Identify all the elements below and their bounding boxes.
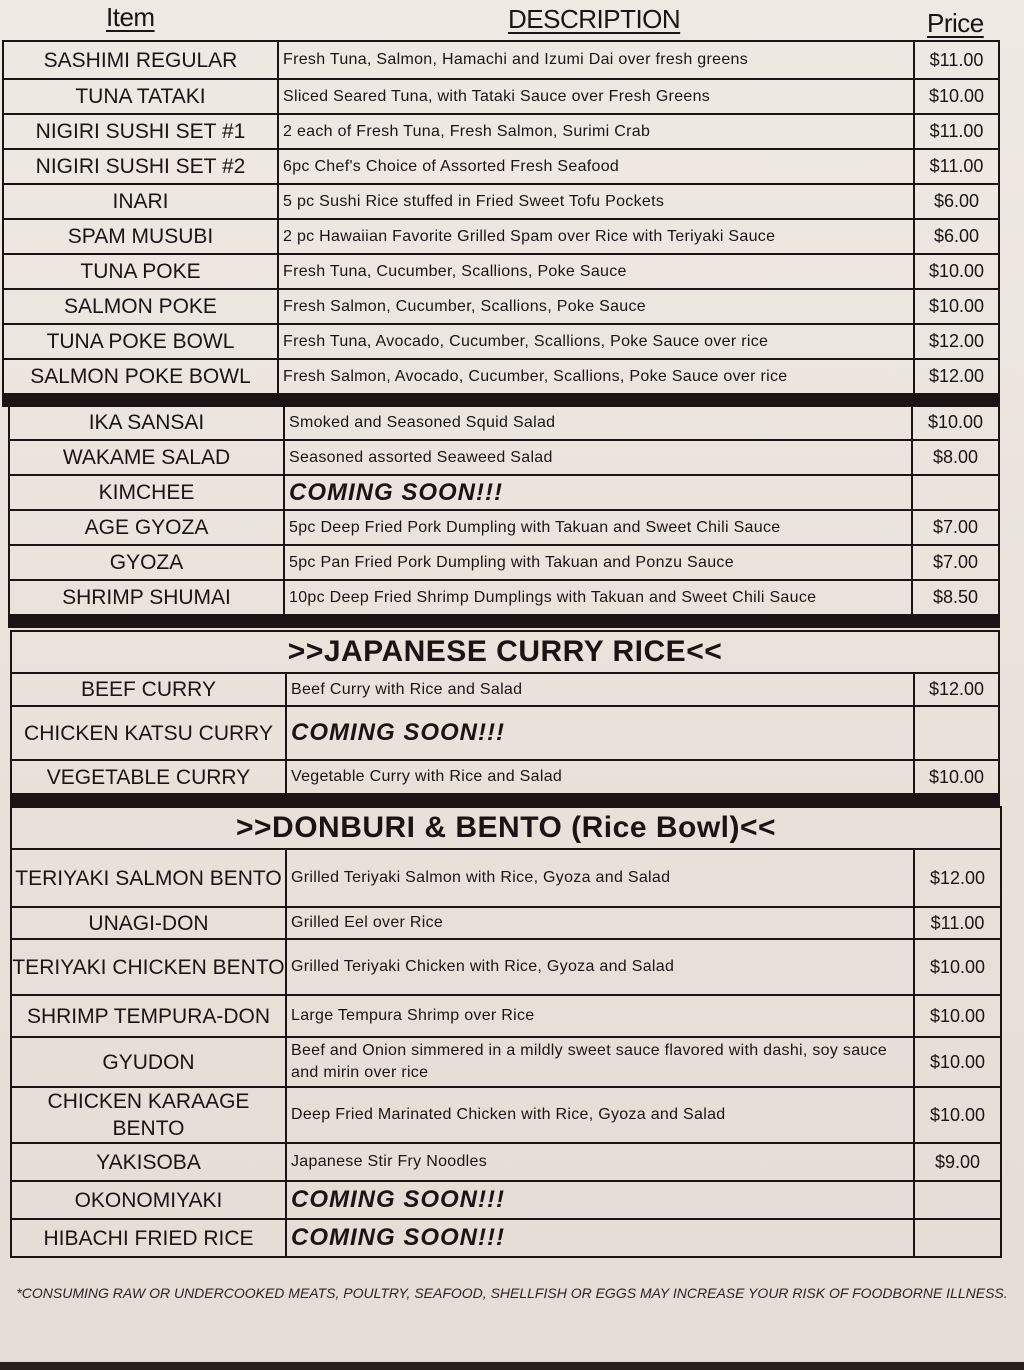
menu-item-description: COMING SOON!!!	[286, 1181, 914, 1219]
menu-item-row	[11, 706, 999, 760]
menu-item-description: Grilled Eel over Rice	[286, 907, 914, 939]
menu-item-description: COMING SOON!!!	[286, 1219, 914, 1257]
menu-item-row	[3, 289, 999, 324]
menu-item-row	[9, 440, 999, 475]
menu-table-appetizers	[8, 404, 1000, 628]
menu-item-name: SALMON POKE BOWL	[3, 359, 278, 394]
menu-item-description: 10pc Deep Fried Shrimp Dumplings with Takuan and Sweet Chili Sauce	[284, 580, 912, 615]
menu-item-name: HIBACHI FRIED RICE	[11, 1219, 286, 1257]
menu-item-price: $11.00	[914, 149, 999, 184]
menu-item-name: SHRIMP SHUMAI	[9, 580, 284, 615]
menu-item-price: $6.00	[914, 219, 999, 254]
menu-item-description: Fresh Tuna, Salmon, Hamachi and Izumi Dai over fresh greens	[278, 41, 914, 79]
menu-item-row	[11, 907, 1001, 939]
menu-item-name: NIGIRI SUSHI SET #2	[3, 149, 278, 184]
menu-item-description: 5pc Pan Fried Pork Dumpling with Takuan and Ponzu Sauce	[284, 545, 912, 580]
menu-item-row	[11, 673, 999, 706]
menu-item-name: AGE GYOZA	[9, 510, 284, 545]
menu-item-name: SALMON POKE	[3, 289, 278, 324]
menu-item-row	[9, 510, 999, 545]
menu-item-price: $12.00	[914, 849, 1001, 907]
menu-item-name: VEGETABLE CURRY	[11, 760, 286, 794]
menu-item-price: $10.00	[912, 405, 999, 440]
menu-item-price: $9.00	[914, 1143, 1001, 1181]
menu-item-row	[9, 405, 999, 440]
menu-item-description: 2 pc Hawaiian Favorite Grilled Spam over Rice with Teriyaki Sauce	[278, 219, 914, 254]
menu-item-row	[3, 114, 999, 149]
menu-item-row	[3, 79, 999, 114]
section-title: >>JAPANESE CURRY RICE<<	[11, 631, 999, 673]
menu-item-row	[11, 1143, 1001, 1181]
menu-item-price	[914, 1181, 1001, 1219]
menu-item-description: Smoked and Seasoned Squid Salad	[284, 405, 912, 440]
menu-item-price	[914, 1219, 1001, 1257]
menu-item-row	[3, 324, 999, 359]
menu-item-description: 2 each of Fresh Tuna, Fresh Salmon, Surimi Crab	[278, 114, 914, 149]
menu-item-row	[3, 184, 999, 219]
table-surface	[0, 1362, 1024, 1370]
menu-item-name: SASHIMI REGULAR	[3, 41, 278, 79]
menu-item-name: TUNA POKE BOWL	[3, 324, 278, 359]
menu-item-price: $12.00	[914, 673, 999, 706]
section-title: >>DONBURI & BENTO (Rice Bowl)<<	[11, 807, 1001, 849]
menu-item-row	[11, 1037, 1001, 1087]
menu-item-name: IKA SANSAI	[9, 405, 284, 440]
column-header-item: Item	[106, 2, 155, 32]
menu-item-price: $11.00	[914, 41, 999, 79]
section-title-row	[11, 631, 999, 673]
menu-item-name: TUNA POKE	[3, 254, 278, 289]
menu-item-name: SPAM MUSUBI	[3, 219, 278, 254]
menu-item-price: $10.00	[914, 289, 999, 324]
menu-item-row	[3, 41, 999, 79]
menu-item-price: $10.00	[914, 1037, 1001, 1087]
menu-item-description: COMING SOON!!!	[286, 706, 914, 760]
section-divider	[9, 615, 999, 627]
menu-item-row	[9, 545, 999, 580]
menu-item-name: TERIYAKI SALMON BENTO	[11, 849, 286, 907]
menu-item-name: NIGIRI SUSHI SET #1	[3, 114, 278, 149]
menu-item-name: KIMCHEE	[9, 475, 284, 510]
menu-item-row	[11, 1087, 1001, 1143]
section-title-row	[11, 807, 1001, 849]
menu-item-price: $12.00	[914, 359, 999, 394]
menu-item-name: OKONOMIYAKI	[11, 1181, 286, 1219]
menu-item-price: $6.00	[914, 184, 999, 219]
menu-table-sushi-poke	[2, 40, 1000, 407]
menu-item-description: Grilled Teriyaki Chicken with Rice, Gyoza and Salad	[286, 939, 914, 995]
menu-item-row	[11, 849, 1001, 907]
menu-item-name: CHICKEN KARAAGE BENTO	[11, 1087, 286, 1143]
menu-item-description: Fresh Tuna, Avocado, Cucumber, Scallions, Poke Sauce over rice	[278, 324, 914, 359]
column-header-price: Price	[927, 8, 984, 38]
menu-item-row	[9, 475, 999, 510]
menu-item-price: $10.00	[914, 254, 999, 289]
menu-item-row	[11, 995, 1001, 1037]
menu-table-curry	[10, 630, 1000, 807]
menu-item-price: $8.50	[912, 580, 999, 615]
menu-item-price: $7.00	[912, 545, 999, 580]
menu-item-row	[11, 939, 1001, 995]
menu-item-name: SHRIMP TEMPURA-DON	[11, 995, 286, 1037]
menu-item-description: Beef and Onion simmered in a mildly sweet sauce flavored with dashi, soy sauce and mirin over rice	[286, 1037, 914, 1087]
menu-item-name: GYOZA	[9, 545, 284, 580]
menu-item-description: 5 pc Sushi Rice stuffed in Fried Sweet Tofu Pockets	[278, 184, 914, 219]
menu-item-name: INARI	[3, 184, 278, 219]
menu-item-description: Grilled Teriyaki Salmon with Rice, Gyoza and Salad	[286, 849, 914, 907]
menu-item-name: UNAGI-DON	[11, 907, 286, 939]
menu-item-name: TUNA TATAKI	[3, 79, 278, 114]
menu-item-price: $11.00	[914, 907, 1001, 939]
menu-item-description: 6pc Chef's Choice of Assorted Fresh Seafood	[278, 149, 914, 184]
menu-item-price: $7.00	[912, 510, 999, 545]
menu-item-description: Deep Fried Marinated Chicken with Rice, Gyoza and Salad	[286, 1087, 914, 1143]
menu-item-name: YAKISOBA	[11, 1143, 286, 1181]
menu-item-description: Fresh Salmon, Cucumber, Scallions, Poke Sauce	[278, 289, 914, 324]
menu-item-price	[914, 706, 999, 760]
menu-item-price	[912, 475, 999, 510]
menu-item-price: $10.00	[914, 79, 999, 114]
menu-item-name: CHICKEN KATSU CURRY	[11, 706, 286, 760]
menu-item-description: Large Tempura Shrimp over Rice	[286, 995, 914, 1037]
menu-item-description: Beef Curry with Rice and Salad	[286, 673, 914, 706]
menu-item-description: Japanese Stir Fry Noodles	[286, 1143, 914, 1181]
menu-item-price: $8.00	[912, 440, 999, 475]
menu-item-description: Fresh Salmon, Avocado, Cucumber, Scallions, Poke Sauce over rice	[278, 359, 914, 394]
menu-item-price: $10.00	[914, 760, 999, 794]
section-divider	[11, 794, 999, 806]
menu-item-price: $10.00	[914, 995, 1001, 1037]
menu-table-donburi-bento	[10, 806, 1002, 1258]
menu-item-description: Fresh Tuna, Cucumber, Scallions, Poke Sauce	[278, 254, 914, 289]
menu-item-name: BEEF CURRY	[11, 673, 286, 706]
menu-item-row	[9, 580, 999, 615]
menu-item-description: 5pc Deep Fried Pork Dumpling with Takuan and Sweet Chili Sauce	[284, 510, 912, 545]
column-header-description: DESCRIPTION	[508, 4, 681, 34]
menu-item-price: $10.00	[914, 939, 1001, 995]
menu-item-description: Seasoned assorted Seaweed Salad	[284, 440, 912, 475]
menu-item-row	[3, 254, 999, 289]
menu-item-price: $12.00	[914, 324, 999, 359]
menu-item-name: GYUDON	[11, 1037, 286, 1087]
food-safety-disclaimer: *CONSUMING RAW OR UNDERCOOKED MEATS, POULTRY, SEAFOOD, SHELLFISH OR EGGS MAY INCREASE YOUR RISK OF FOODBORNE ILLNESS.	[16, 1285, 1008, 1301]
menu-item-row	[3, 359, 999, 394]
menu-item-row	[3, 219, 999, 254]
menu-item-price: $10.00	[914, 1087, 1001, 1143]
menu-item-name: TERIYAKI CHICKEN BENTO	[11, 939, 286, 995]
menu-item-row	[11, 760, 999, 794]
menu-item-description: Vegetable Curry with Rice and Salad	[286, 760, 914, 794]
menu-item-row	[11, 1181, 1001, 1219]
menu-item-price: $11.00	[914, 114, 999, 149]
menu-item-description: COMING SOON!!!	[284, 475, 912, 510]
menu-item-row	[11, 1219, 1001, 1257]
menu-item-description: Sliced Seared Tuna, with Tataki Sauce over Fresh Greens	[278, 79, 914, 114]
menu-item-row	[3, 149, 999, 184]
menu-item-name: WAKAME SALAD	[9, 440, 284, 475]
